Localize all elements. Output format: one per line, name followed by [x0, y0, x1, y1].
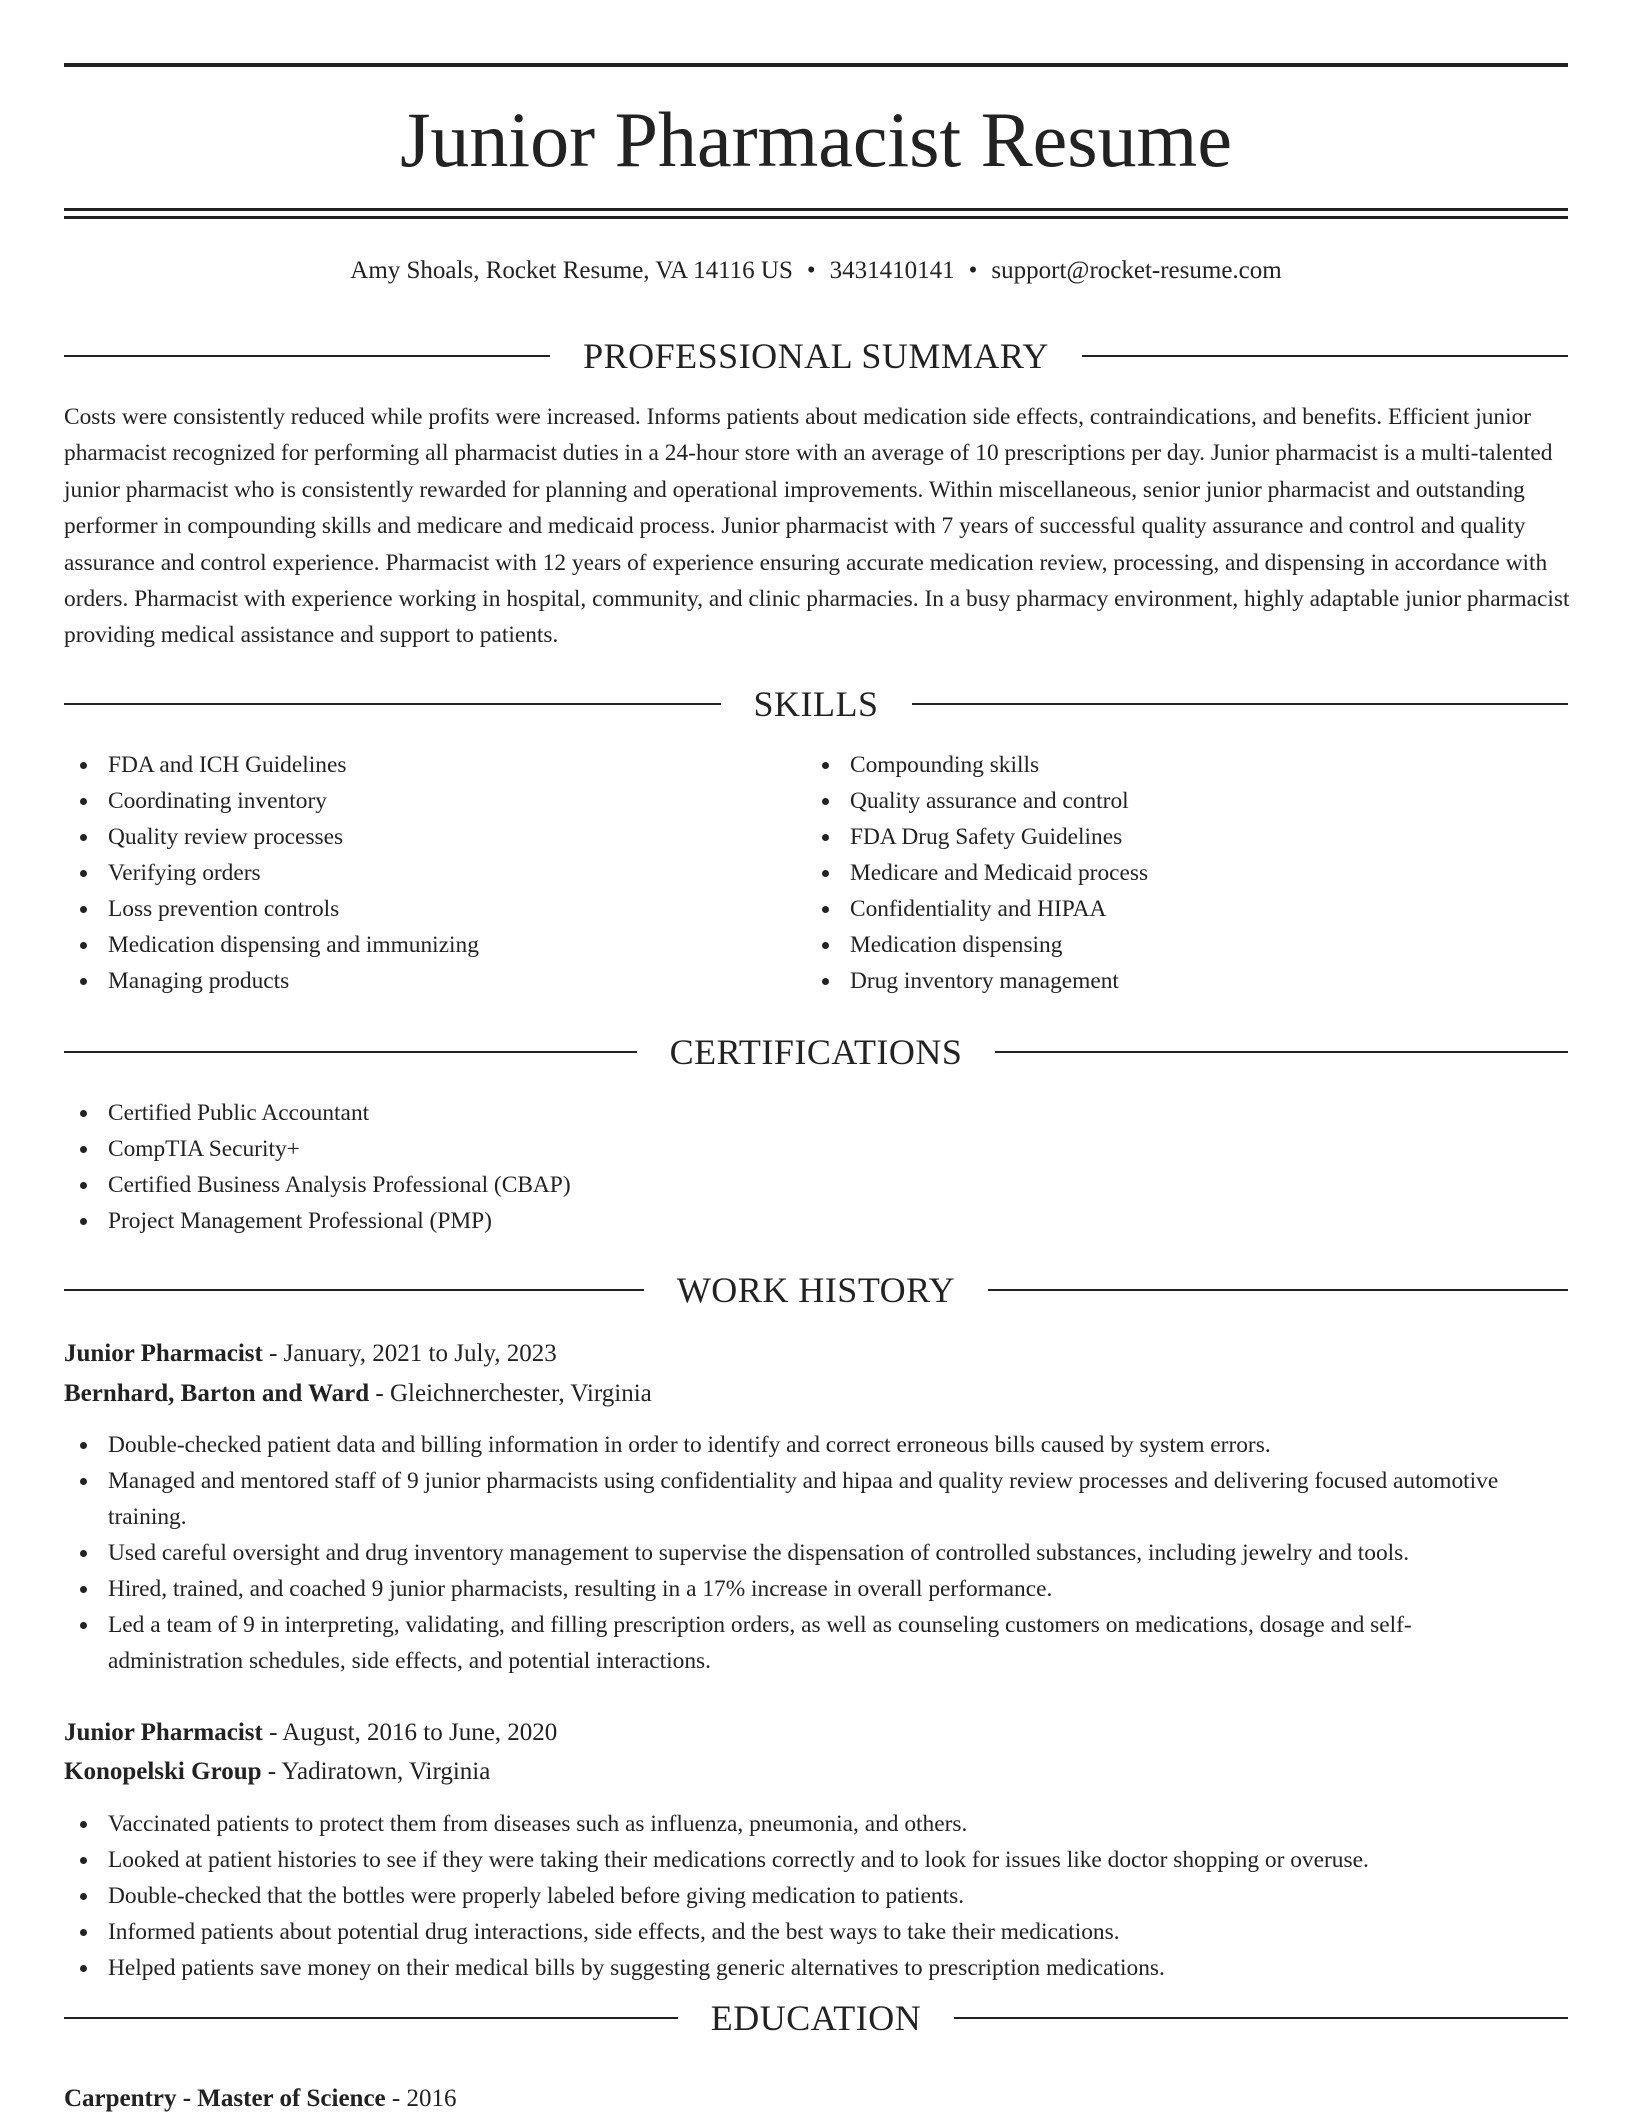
job-bullet: Used careful oversight and drug inventory management to supervise the dispensation of controlled substances, including jewelry and tools.	[64, 1535, 1534, 1571]
certification-item: CompTIA Security+	[64, 1131, 1568, 1167]
contact-separator: •	[806, 257, 816, 284]
heading-rule	[64, 1051, 637, 1053]
summary-text: Costs were consistently reduced while profits were increased. Informs patients about medication side effects, contraindications, and benefits. Efficient junior pharmacist recognized for performing all pharmacist duties in a 24-hour store with an average of 10 prescriptions per day. Junior pharmacist is a multi-talented junior pharmacist who is consistently rewarded for planning and operational improvements. Within miscellaneous, senior junior pharmacist and outstanding performer in compounding skills and medicare and medicaid process. Junior pharmacist with 7 years of successful quality assurance and control and quality assurance and control experience. Pharmacist with 12 years of experience ensuring accurate medication review, processing, and dispensing in accordance with orders. Pharmacist with experience working in hospital, community, and clinic pharmacies. In a busy pharmacy environment, highly adaptable junior pharmacist providing medical assistance and support to patients.	[64, 404, 1570, 649]
skill-item: Quality review processes	[64, 819, 804, 855]
job-bullet: Led a team of 9 in interpreting, validating, and filling prescription orders, as well as counseling customers on medications, dosage and self-administration schedules, side effects, and potential interactions.	[64, 1607, 1534, 1679]
skill-item: Medication dispensing	[806, 927, 1546, 963]
section-heading-work-history	[64, 1268, 1568, 1312]
section-heading-certifications	[64, 1030, 1568, 1074]
skill-item: Loss prevention controls	[64, 891, 804, 927]
job-dates: - August, 2016 to June, 2020	[262, 1719, 558, 1746]
skill-item: Medicare and Medicaid process	[806, 855, 1546, 891]
skill-item: Coordinating inventory	[64, 783, 804, 819]
heading-rule	[1082, 355, 1568, 357]
certification-item: Certified Public Accountant	[64, 1095, 1568, 1131]
heading-rule	[64, 2017, 678, 2019]
job-bullet: Hired, trained, and coached 9 junior pharmacists, resulting in a 17% increase in overall performance.	[64, 1571, 1534, 1607]
skill-item: Confidentiality and HIPAA	[806, 891, 1546, 927]
skill-item: Verifying orders	[64, 855, 804, 891]
heading-rule	[988, 1289, 1568, 1291]
job-location: - Gleichnerchester, Virginia	[369, 1380, 652, 1407]
job-dates: - January, 2021 to July, 2023	[262, 1340, 557, 1367]
job-company-line	[64, 1754, 1568, 1790]
page-title: Junior Pharmacist Resume	[400, 96, 1232, 183]
heading-rule	[995, 1051, 1568, 1053]
section-heading-summary	[64, 334, 1568, 378]
section-title: PROFESSIONAL SUMMARY	[583, 336, 1049, 376]
contact-email: support@rocket-resume.com	[991, 257, 1282, 284]
contact-separator: •	[968, 257, 978, 284]
skills-list-left	[64, 747, 804, 999]
contact-address: Amy Shoals, Rocket Resume, VA 14116 US	[350, 257, 793, 284]
heading-rule	[64, 1289, 644, 1291]
education-year: - 2016	[385, 2085, 457, 2112]
certifications-list	[64, 1095, 1568, 1239]
job-bullet: Vaccinated patients to protect them from diseases such as influenza, pneumonia, and others.	[64, 1806, 1534, 1842]
job-bullet: Double-checked that the bottles were properly labeled before giving medication to patients.	[64, 1878, 1534, 1914]
job-company-line	[64, 1376, 1568, 1412]
heading-rule	[64, 703, 721, 705]
section-title: SKILLS	[753, 684, 879, 724]
job-title-line	[64, 1715, 1568, 1751]
section-heading-skills	[64, 682, 1568, 726]
job-bullets	[64, 1427, 1534, 1679]
heading-rule	[912, 703, 1569, 705]
section-title: EDUCATION	[710, 1998, 922, 2038]
skill-item: Managing products	[64, 963, 804, 999]
job-bullet: Informed patients about potential drug interactions, side effects, and the best ways to take their medications.	[64, 1914, 1534, 1950]
job-bullet: Double-checked patient data and billing information in order to identify and correct erroneous bills caused by system errors.	[64, 1427, 1534, 1463]
job-bullets	[64, 1806, 1534, 1986]
job-company: Konopelski Group	[64, 1758, 262, 1785]
title-double-rule	[64, 208, 1568, 219]
section-title: WORK HISTORY	[676, 1270, 956, 1310]
skill-item: Quality assurance and control	[806, 783, 1546, 819]
section-heading-education	[64, 1996, 1568, 2040]
skill-item: Compounding skills	[806, 747, 1546, 783]
job-bullet: Helped patients save money on their medical bills by suggesting generic alternatives to prescription medications.	[64, 1950, 1534, 1986]
certification-item: Project Management Professional (PMP)	[64, 1203, 1568, 1239]
job-bullet: Looked at patient histories to see if they were taking their medications correctly and to look for issues like doctor shopping or overuse.	[64, 1842, 1534, 1878]
job-title-line	[64, 1336, 1568, 1372]
certification-item: Certified Business Analysis Professional (CBAP)	[64, 1167, 1568, 1203]
skill-item: Medication dispensing and immunizing	[64, 927, 804, 963]
job-bullet: Managed and mentored staff of 9 junior pharmacists using confidentiality and hipaa and quality review processes and delivering focused automotive training.	[64, 1463, 1534, 1535]
job-title: Junior Pharmacist	[64, 1340, 263, 1367]
education-degree: Carpentry - Master of Science	[64, 2085, 386, 2112]
section-title: CERTIFICATIONS	[669, 1032, 963, 1072]
skills-list-right	[806, 747, 1546, 999]
top-rule	[64, 63, 1568, 67]
skill-item: Drug inventory management	[806, 963, 1546, 999]
contact-line	[64, 254, 1568, 288]
skill-item: FDA Drug Safety Guidelines	[806, 819, 1546, 855]
skill-item: FDA and ICH Guidelines	[64, 747, 804, 783]
job-location: - Yadiratown, Virginia	[261, 1758, 491, 1785]
contact-phone: 3431410141	[829, 257, 955, 284]
heading-rule	[954, 2017, 1568, 2019]
heading-rule	[64, 355, 550, 357]
job-title: Junior Pharmacist	[64, 1719, 263, 1746]
job-company: Bernhard, Barton and Ward	[64, 1380, 370, 1407]
